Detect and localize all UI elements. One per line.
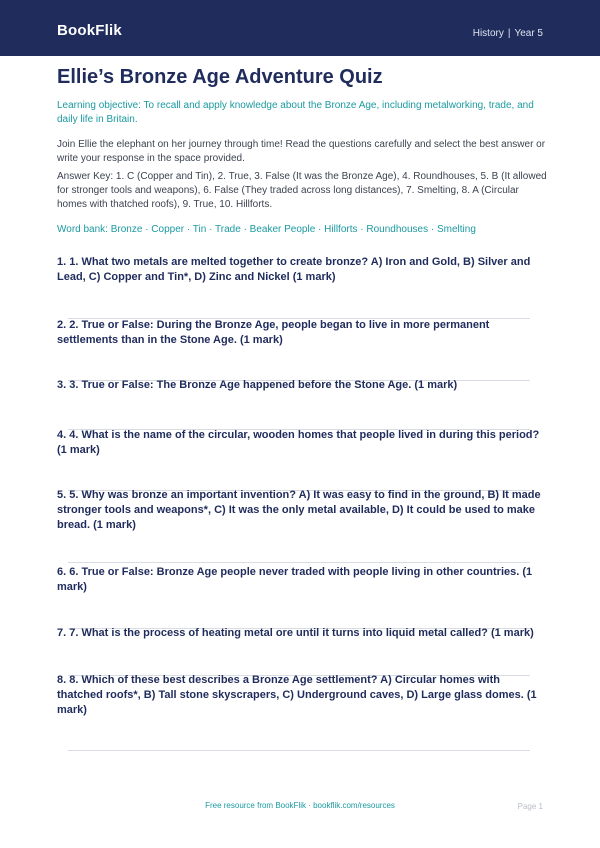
question-4: 4. 4. What is the name of the circular, wooden homes that people lived in during this period? (1 mark): [57, 429, 540, 456]
footer-link[interactable]: Free resource from BookFlik · bookflik.com/resources: [205, 801, 395, 810]
question-5: 5. 5. Why was bronze an important invention? A) It was easy to find in the ground, B) It made stronger tools and weapons*, C) It was the only metal available, D) It could be used to make bread. (1 mark): [57, 489, 541, 531]
intro-text: Join Ellie the elephant on her journey through time! Read the questions carefully and select the best answer or write your response in the space provided.: [57, 139, 546, 164]
breadcrumb-separator: |: [507, 28, 511, 39]
answer-line-8[interactable]: [68, 750, 530, 751]
question-7: 7. 7. What is the process of heating metal ore until it turns into liquid metal called? (1 mark): [57, 627, 534, 639]
breadcrumb-subject: History: [472, 28, 504, 39]
question-1: 1. 1. What two metals are melted together to create bronze? A) Iron and Gold, B) Silver and Lead, C) Copper and Tin*, D) Zinc and Nickel (1 mark): [57, 256, 531, 283]
question-8: 8. 8. Which of these best describes a Bronze Age settlement? A) Circular homes with thatched roofs*, B) Tall stone skyscrapers, C) Underground caves, D) Large glass domes. (1 mark): [57, 674, 537, 716]
question-3: 3. 3. True or False: The Bronze Age happened before the Stone Age. (1 mark): [57, 379, 458, 391]
question-2: 2. 2. True or False: During the Bronze Age, people began to live in more permanent settlements than in the Stone Age. (1 mark): [57, 319, 490, 346]
page-number: Page 1: [517, 802, 543, 811]
answer-key: Answer Key: 1. C (Copper and Tin), 2. True, 3. False (It was the Bronze Age), 4. Roundhouses, 5. B (It allowed for stronger tools and weapons), 6. False (They traded across long distances), 7. Smelting, 8. A (Circular homes with thatched roofs), 9. True, 10. Hillforts.: [57, 171, 547, 210]
answer-line-5[interactable]: [68, 562, 530, 563]
brand-logo[interactable]: BookFlik: [57, 22, 122, 39]
breadcrumb-year: Year 5: [514, 28, 543, 39]
learning-objective: Learning objective: To recall and apply knowledge about the Bronze Age, including metalworking, trade, and daily life in Britain.: [57, 100, 534, 125]
breadcrumb: [473, 28, 543, 39]
site-header: [0, 0, 600, 56]
page-title: Ellie’s Bronze Age Adventure Quiz: [57, 66, 383, 88]
question-6: 6. 6. True or False: Bronze Age people never traded with people living in other countries. (1 mark): [57, 566, 533, 593]
word-bank: Word bank: Bronze · Copper · Tin · Trade · Beaker People · Hillforts · Roundhouses · Smelting: [57, 224, 476, 235]
